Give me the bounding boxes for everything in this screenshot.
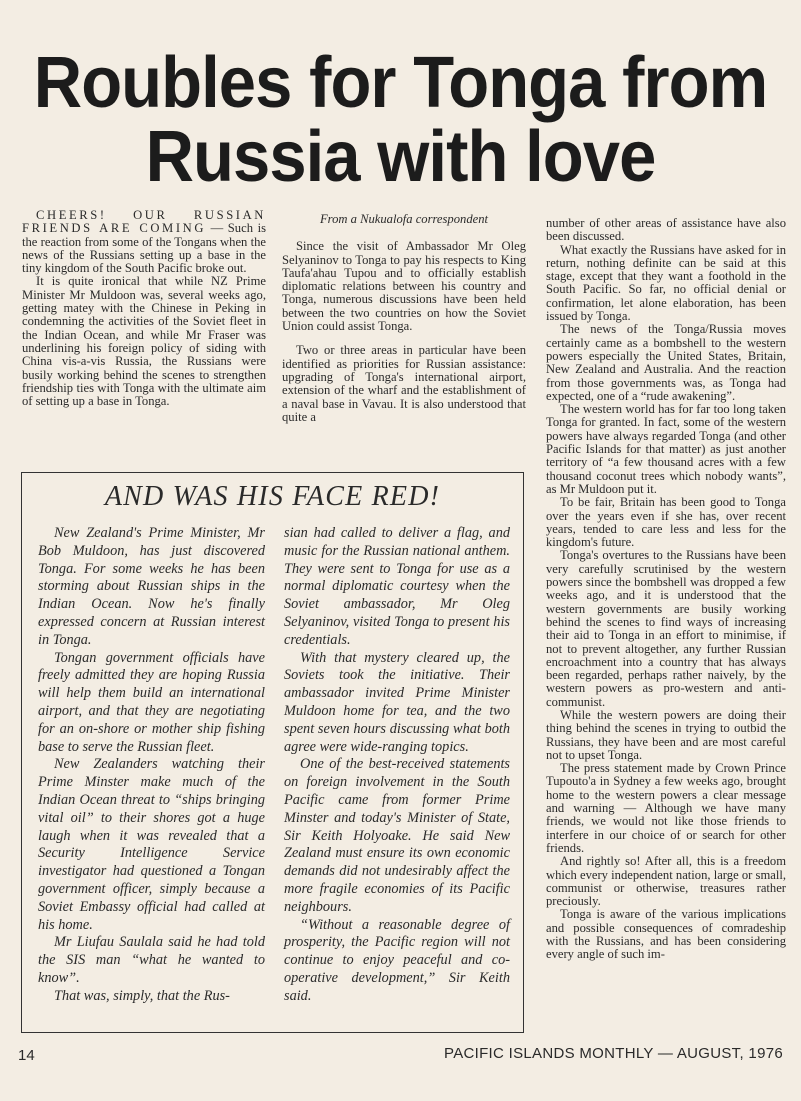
paragraph: Two or three areas in particular have been identified as priorities for Russian assistance: upgrading of Tonga's international airport, extension of the wharf and the establishment of a naval base in Vavau. It is also understood that quite a bbox=[282, 343, 526, 424]
sidebar-paragraph: Tongan government officials have freely admitted they are hoping Russia will help them build an international airport, and that they are negotiating for an on-shore or mother ship fishing base to serve the Russian fleet. bbox=[38, 649, 265, 755]
paragraph: To be fair, Britain has been good to Tonga over the years even if she has, over recent years, tended to care less and less for the kingdom's future. bbox=[546, 495, 786, 550]
paragraph: Since the visit of Ambassador Mr Oleg Selyaninov to Tonga to pay his respects to King Taufa'ahau Tupou and to officially establish diplomatic relations between his country and Tonga, numerous discussions have been held between the two countries on how the Soviet Union could assist Tonga. bbox=[282, 239, 526, 334]
sidebar-paragraph: Mr Liufau Saulala said he had told the SIS man “what he wanted to know”. bbox=[38, 934, 265, 986]
paragraph: And rightly so! After all, this is a freedom which every independent nation, large or small, communist or otherwise, treasures rather preciously. bbox=[546, 854, 786, 909]
sidebar-column-1 bbox=[38, 525, 265, 1006]
paragraph: number of other areas of assistance have also been discussed. bbox=[546, 216, 786, 244]
article-column-1 bbox=[22, 209, 266, 408]
article-column-3 bbox=[546, 217, 786, 962]
byline: From a Nukualofa correspondent bbox=[319, 212, 489, 226]
paragraph: The press statement made by Crown Prince Tupouto'a in Sydney a few weeks ago, brought home to the western powers a clear message and warning — Although we have many friends, we would not like those friends to interfere in our choice of or search for other friends. bbox=[546, 761, 786, 855]
publication-footer: PACIFIC ISLANDS MONTHLY — AUGUST, 1976 bbox=[444, 1045, 783, 1062]
sidebar-column-2 bbox=[284, 525, 510, 1006]
sidebar-paragraph: New Zealanders watching their Prime Minster make much of the Indian Ocean threat to “ships bringing vital oil” to their shores got a huge laugh when it was revealed that a Security Intelligence Service investigator had questioned a Tongan government officer, simply because a Soviet Embassy official had called at his home. bbox=[38, 756, 265, 933]
sidebar-paragraph: New Zealand's Prime Minister, Mr Bob Muldoon, has just discovered Tonga. For some weeks he has been storming about Russian ships in the Indian Ocean. Now he's finally expressed concern at Russian interest in Tonga. bbox=[38, 525, 265, 648]
lead-caps: CHEERS! OUR RUSSIAN FRIENDS ARE COMING bbox=[22, 208, 266, 236]
sidebar-paragraph: One of the best-received statements on foreign involvement in the South Pacific came from former Prime Minster and today's Minister of State, Sir Keith Holyoake. He said New Zealand must ensure its own economic demands did not undesirably affect the more fragile economies of its Pacific neighbours. bbox=[284, 756, 510, 915]
paragraph: The news of the Tonga/Russia moves certainly came as a bombshell to the western powers especially the United States, Britain, New Zealand and Australia. And the reaction from those governments was, as Tonga had expected, one of a “rude awakening”. bbox=[546, 322, 786, 403]
paragraph: What exactly the Russians have asked for in return, nothing definite can be said at this stage, except that they want a foothold in the South Pacific. So far, no official denial or confirmation, let alone elaboration, has been issued by Tonga. bbox=[546, 242, 786, 324]
sidebar-paragraph: With that mystery cleared up, the Soviets took the initiative. Their ambassador invited Prime Minister Muldoon home for tea, and the two spent seven hours discussing what both agree were wide-ranging topics. bbox=[284, 649, 510, 755]
sidebar-box bbox=[21, 472, 524, 1033]
paragraph: The western world has for far too long taken Tonga for granted. In fact, some of the western powers have always regarded Tonga (and other Pacific Islands for that matter) as just another territory of “a few thousand acres with a few thousand coconut trees which nobody wants”, as Mr Muldoon put it. bbox=[546, 402, 786, 496]
page-number: 14 bbox=[18, 1047, 35, 1064]
paragraph: Tonga is aware of the various implications and possible consequences of comradeship with the Russians, and has been considering every angle of such im- bbox=[546, 907, 786, 962]
sidebar-title: AND WAS HIS FACE RED! bbox=[104, 481, 441, 512]
article-column-2 bbox=[282, 213, 526, 424]
sidebar-paragraph: sian had called to deliver a flag, and music for the Russian national anthem. They were sent to Tonga for use as a normal diplomatic courtesy when the Soviet ambassador, Mr Oleg Selyaninov, visited Tonga to present his credentials. bbox=[284, 525, 510, 648]
paragraph: It is quite ironical that while NZ Prime Minister Mr Muldoon was, several weeks ago, getting matey with the Chinese in Peking in condemning the activities of the Soviet fleet in the Indian Ocean, and while Mr Fraser was underlining his foreign policy of siding with China vis-a-vis Russia, the Russians were busily working behind the scenes to strengthen friendship ties with Tonga with the ultimate aim of setting up a base in Tonga. bbox=[22, 274, 266, 409]
sidebar-paragraph: “Without a reasonable degree of prosperity, the Pacific region will not continue to enjoy peaceful and co-operative development,” Sir Keith said. bbox=[284, 916, 510, 1004]
paragraph bbox=[22, 209, 266, 275]
paragraph: Tonga's overtures to the Russians have been very carefully scrutinised by the western powers since the bombshell was dropped a few weeks ago, and it is understood that the western governments are busily working behind the scenes to find ways of increasing their aid to Tonga in an effort to minimise, if not to prevent altogether, any further Russian encroachment into a country that has always been regarded, perhaps rather naively, by the western powers as pro-western and anti-communist. bbox=[546, 548, 786, 709]
sidebar-paragraph: That was, simply, that the Rus- bbox=[54, 987, 230, 1004]
article-headline: Roubles for Tonga from Russia with love bbox=[33, 43, 768, 197]
lead-text: — Such is the reaction from some of the Tongans when the news of the Russians setting up a base in the tiny kingdom of the South Pacific broke out. bbox=[22, 221, 266, 276]
paragraph: While the western powers are doing their thing behind the scenes in trying to outbid the Russians, they have been and are most careful not to upset Tonga. bbox=[546, 707, 786, 762]
